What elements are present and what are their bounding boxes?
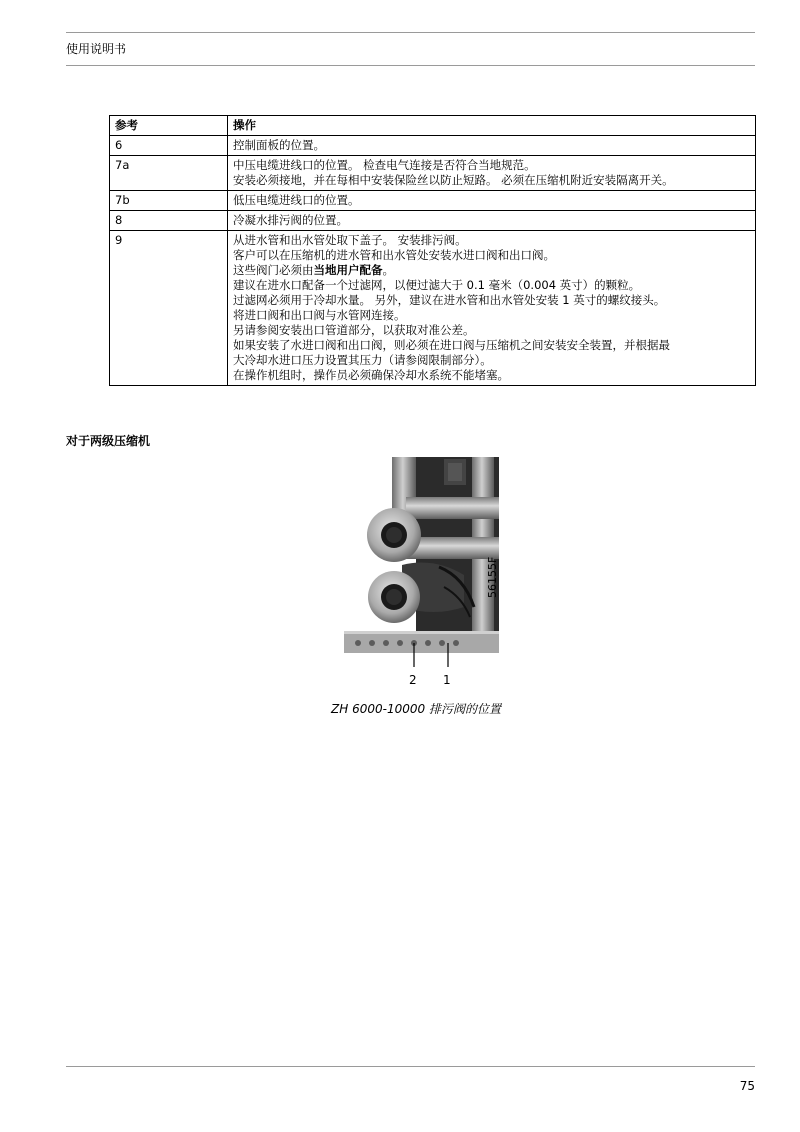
- table-row: [110, 136, 756, 156]
- action-line: 过滤网必须用于冷却水量。 另外，建议在进水管和出水管处安装 1 英寸的螺纹接头。: [233, 293, 666, 307]
- row-action: [228, 156, 756, 191]
- action-line: 冷凝水排污阀的位置。: [233, 213, 348, 227]
- column-header-ref: 参考: [110, 116, 228, 136]
- callout-number: 1: [443, 673, 451, 687]
- row-ref: 8: [110, 211, 228, 231]
- action-line: 中压电缆进线口的位置。 检查电气连接是否符合当地规范。: [233, 158, 536, 172]
- action-line: 如果安装了水进口阀和出口阀，则必须在进口阀与压缩机之间安装安全装置，并根据最: [233, 338, 670, 352]
- action-line-local-supply: [233, 263, 750, 278]
- table-header-row: [110, 116, 756, 136]
- document-header-title: 使用说明书: [66, 42, 127, 56]
- page-number: 75: [739, 1079, 755, 1093]
- figure-code: 56155F: [486, 556, 499, 598]
- action-line: 建议在进水口配备一个过滤网，以便过滤大于 0.1 毫米（0.004 英寸）的颗粒。: [233, 278, 641, 292]
- table-row: [110, 191, 756, 211]
- action-line: 另请参阅安装出口管道部分，以获取对准公差。: [233, 323, 475, 337]
- row-ref: 6: [110, 136, 228, 156]
- action-line: 从进水管和出水管处取下盖子。 安装排污阀。: [233, 233, 467, 247]
- column-header-action: 操作: [228, 116, 756, 136]
- reference-operation-table: [109, 115, 756, 386]
- row-action: [228, 191, 756, 211]
- action-line: 安装必须接地，并在每相中安装保险丝以防止短路。 必须在压缩机附近安装隔离开关。: [233, 173, 674, 187]
- callout-number: 2: [409, 673, 417, 687]
- action-line: 将进口阀和出口阀与水管网连接。: [233, 308, 406, 322]
- local-line-suffix: 。: [382, 263, 394, 277]
- table-row: [110, 231, 756, 386]
- footer-rule: [66, 1066, 755, 1067]
- local-line-prefix: 这些阀门必须由: [233, 263, 314, 277]
- section-title: 对于两级压缩机: [66, 434, 151, 448]
- row-action: [228, 211, 756, 231]
- row-action: [228, 231, 756, 386]
- action-line: 低压电缆进线口的位置。: [233, 193, 360, 207]
- row-ref: 9: [110, 231, 228, 386]
- action-line: 客户可以在压缩机的进水管和出水管处安装水进口阀和出口阀。: [233, 248, 555, 262]
- table-row: [110, 211, 756, 231]
- row-ref: 7a: [110, 156, 228, 191]
- action-line: 大冷却水进口压力设置其压力（请参阅限制部分）。: [233, 353, 492, 367]
- header-rule-bottom: [66, 65, 755, 66]
- action-line: 在操作机组时，操作员必须确保冷却水系统不能堵塞。: [233, 368, 509, 382]
- local-line-bold: 当地用户配备: [313, 263, 383, 277]
- table-row: [110, 156, 756, 191]
- action-line: 控制面板的位置。: [233, 138, 325, 152]
- callout-leader-lines: [344, 653, 499, 673]
- drain-valve-photo: [344, 457, 499, 653]
- row-action: [228, 136, 756, 156]
- row-ref: 7b: [110, 191, 228, 211]
- figure-caption: ZH 6000-10000 排污阀的位置: [331, 702, 501, 716]
- header-rule-top: [66, 32, 755, 33]
